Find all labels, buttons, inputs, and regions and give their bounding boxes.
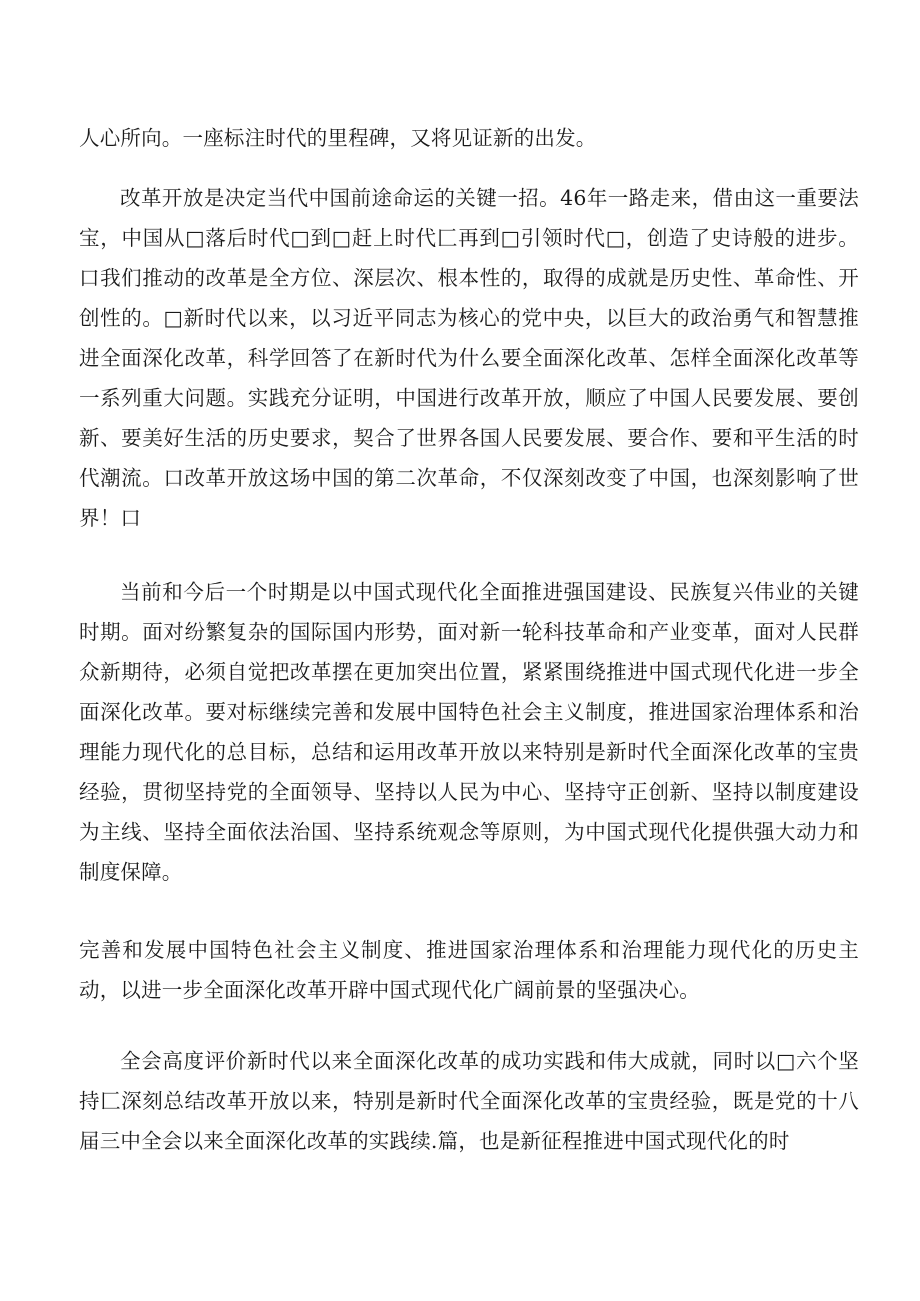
paragraph-2: 改革开放是决定当代中国前途命运的关键一招。46年一路走来，借由这一重要法宝，中国从□落后时代□到□赶上时代匚再到□引领时代□，创造了史诗般的进步。口我们推动的改革是全方位、深层次、根本性的，取得的成就是历史性、革命性、开创性的。□新时代以来，以习近平同志为核心的党中央，以巨大的政治勇气和智慧推进全面深化改革，科学回答了在新时代为什么要全面深化改革、怎样全面深化改革等一系列重大问题。实践充分证明，中国进行改革开放，顺应了中国人民要发展、要创新、要美好生活的历史要求，契合了世界各国人民要发展、要合作、要和平生活的时代潮流。口改革开放这场中国的第二次革命，不仅深刻改变了中国，也深刻影响了世界！口 (79, 186, 859, 530)
paragraph-5: 全会高度评价新时代以来全面深化改革的成功实践和伟大成就，同时以□六个坚持匚深刻总结改革开放以来，特别是新时代全面深化改革的宝贵经验，既是党的十八届三中全会以来全面深化改革的实践续.篇，也是新征程推进中国式现代化的时 (79, 1049, 859, 1153)
paragraph-3: 当前和今后一个时期是以中国式现代化全面推进强国建设、民族复兴伟业的关键时期。面对纷繁复杂的国际国内形势，面对新一轮科技革命和产业变革，面对人民群众新期待，必须自觉把改革摆在更加突出位置，紧紧围绕推进中国式现代化进一步全面深化改革。要对标继续完善和发展中国特色社会主义制度，推进国家治理体系和治理能力现代化的总目标，总结和运用改革开放以来特别是新时代全面深化改革的宝贵经验，贯彻坚持党的全面领导、坚持以人民为中心、坚持守正创新、坚持以制度建设为主线、坚持全面依法治国、坚持系统观念等原则，为中国式现代化提供强大动力和制度保障。 (79, 580, 859, 884)
paragraph-4: 完善和发展中国特色社会主义制度、推进国家治理体系和治理能力现代化的历史主动，以进一步全面深化改革开辟中国式现代化广阔前景的坚强决心。 (79, 938, 859, 1002)
paragraph-1: 人心所向。一座标注时代的里程碑，又将见证新的出发。 (79, 126, 597, 150)
